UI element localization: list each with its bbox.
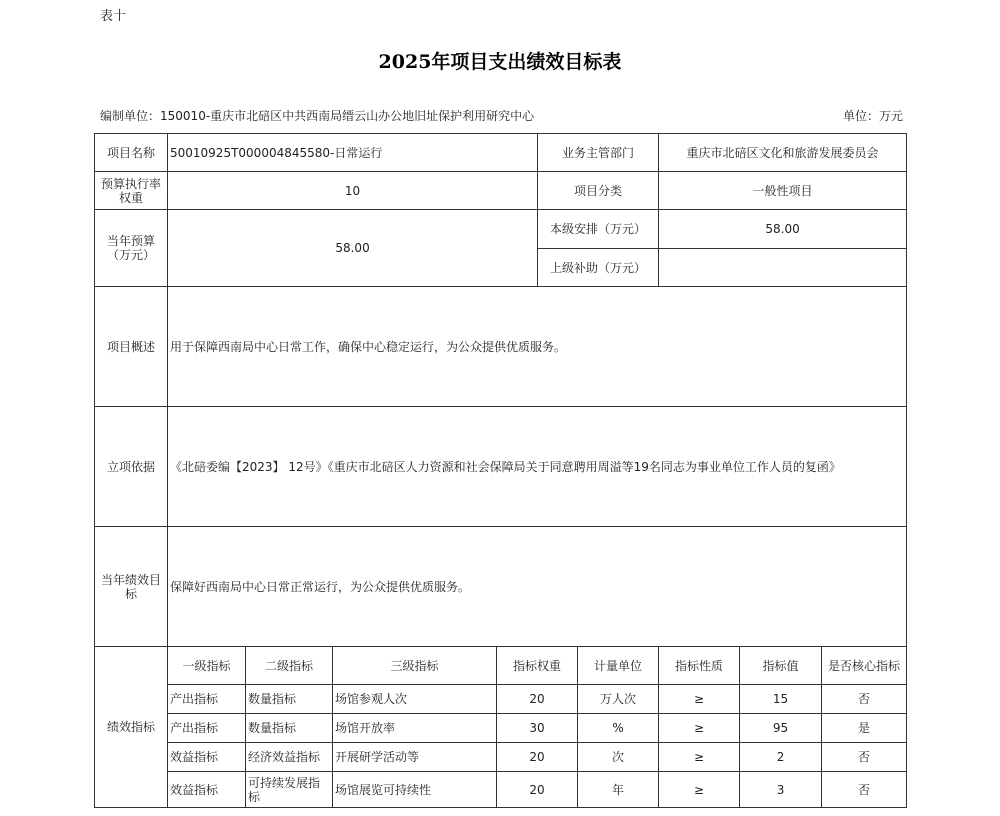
row-goal xyxy=(95,527,907,647)
level1-cell: 产出指标 xyxy=(168,714,246,743)
performance-table xyxy=(94,133,907,808)
table-label: 表十 xyxy=(100,9,127,24)
dept-label: 业务主管部门 xyxy=(538,134,659,172)
weight-label: 预算执行率权重 xyxy=(95,172,168,210)
project-name-value: 50010925T000004845580-日常运行 xyxy=(168,134,538,172)
operator-cell: ≥ xyxy=(659,714,740,743)
weight-cell: 20 xyxy=(497,743,578,772)
header-cell: 一级指标 xyxy=(168,647,246,685)
goal-value: 保障好西南局中心日常正常运行，为公众提供优质服务。 xyxy=(168,527,907,647)
level2-cell: 数量指标 xyxy=(246,714,333,743)
org-label: 编制单位： xyxy=(100,109,161,123)
upper-value xyxy=(659,249,907,287)
budget-label: 当年预算（万元） xyxy=(95,210,168,287)
value-cell: 15 xyxy=(740,685,822,714)
weight-cell: 20 xyxy=(497,772,578,808)
value-cell: 95 xyxy=(740,714,822,743)
operator-cell: ≥ xyxy=(659,743,740,772)
level3-cell: 开展研学活动等 xyxy=(333,743,497,772)
level2-cell: 数量指标 xyxy=(246,685,333,714)
level1-cell: 效益指标 xyxy=(168,772,246,808)
header-cell: 是否核心指标 xyxy=(822,647,907,685)
indicator-header-row xyxy=(95,647,907,685)
table-row xyxy=(95,772,907,808)
core-cell: 否 xyxy=(822,772,907,808)
level2-cell: 经济效益指标 xyxy=(246,743,333,772)
level1-cell: 产出指标 xyxy=(168,685,246,714)
unit-label: 单位：万元 xyxy=(842,109,903,123)
core-cell: 否 xyxy=(822,743,907,772)
level2-cell: 可持续发展指标 xyxy=(246,772,333,808)
row-basis xyxy=(95,407,907,527)
header-cell: 三级指标 xyxy=(333,647,497,685)
row-project-name xyxy=(95,134,907,172)
local-label: 本级安排（万元） xyxy=(538,210,659,249)
level3-cell: 场馆开放率 xyxy=(333,714,497,743)
project-name-label: 项目名称 xyxy=(95,134,168,172)
table-row xyxy=(95,743,907,772)
category-label: 项目分类 xyxy=(538,172,659,210)
overview-value: 用于保障西南局中心日常工作，确保中心稳定运行，为公众提供优质服务。 xyxy=(168,287,907,407)
unit-cell: 次 xyxy=(578,743,659,772)
weight-cell: 20 xyxy=(497,685,578,714)
operator-cell: ≥ xyxy=(659,685,740,714)
unit-cell: 万人次 xyxy=(578,685,659,714)
basis-value: 《北碚委编【2023】 12号》《重庆市北碚区人力资源和社会保障局关于同意聘用周溢等19名同志为事业单位工作人员的复函》 xyxy=(168,407,907,527)
header-cell: 指标权重 xyxy=(497,647,578,685)
table-row xyxy=(95,685,907,714)
row-budget xyxy=(95,210,907,249)
core-cell: 否 xyxy=(822,685,907,714)
dept-value: 重庆市北碚区文化和旅游发展委员会 xyxy=(659,134,907,172)
value-cell: 2 xyxy=(740,743,822,772)
overview-label: 项目概述 xyxy=(95,287,168,407)
level1-cell: 效益指标 xyxy=(168,743,246,772)
table-row xyxy=(95,714,907,743)
org-value: 150010-重庆市北碚区中共西南局缙云山办公地旧址保护利用研究中心 xyxy=(160,109,535,123)
unit-cell: % xyxy=(578,714,659,743)
budget-value: 58.00 xyxy=(168,210,538,287)
upper-label: 上级补助（万元） xyxy=(538,249,659,287)
operator-cell: ≥ xyxy=(659,772,740,808)
org-line xyxy=(100,107,534,124)
header-cell: 二级指标 xyxy=(246,647,333,685)
level3-cell: 场馆展览可持续性 xyxy=(333,772,497,808)
header-cell: 指标值 xyxy=(740,647,822,685)
goal-label: 当年绩效目标 xyxy=(95,527,168,647)
header-cell: 指标性质 xyxy=(659,647,740,685)
value-cell: 3 xyxy=(740,772,822,808)
level3-cell: 场馆参观人次 xyxy=(333,685,497,714)
indicators-label: 绩效指标 xyxy=(95,647,168,808)
basis-label: 立项依据 xyxy=(95,407,168,527)
page-title: 2025年项目支出绩效目标表 xyxy=(378,51,622,73)
category-value: 一般性项目 xyxy=(659,172,907,210)
unit-cell: 年 xyxy=(578,772,659,808)
weight-cell: 30 xyxy=(497,714,578,743)
weight-value: 10 xyxy=(168,172,538,210)
header-cell: 计量单位 xyxy=(578,647,659,685)
row-weight xyxy=(95,172,907,210)
core-cell: 是 xyxy=(822,714,907,743)
local-value: 58.00 xyxy=(659,210,907,249)
row-overview xyxy=(95,287,907,407)
